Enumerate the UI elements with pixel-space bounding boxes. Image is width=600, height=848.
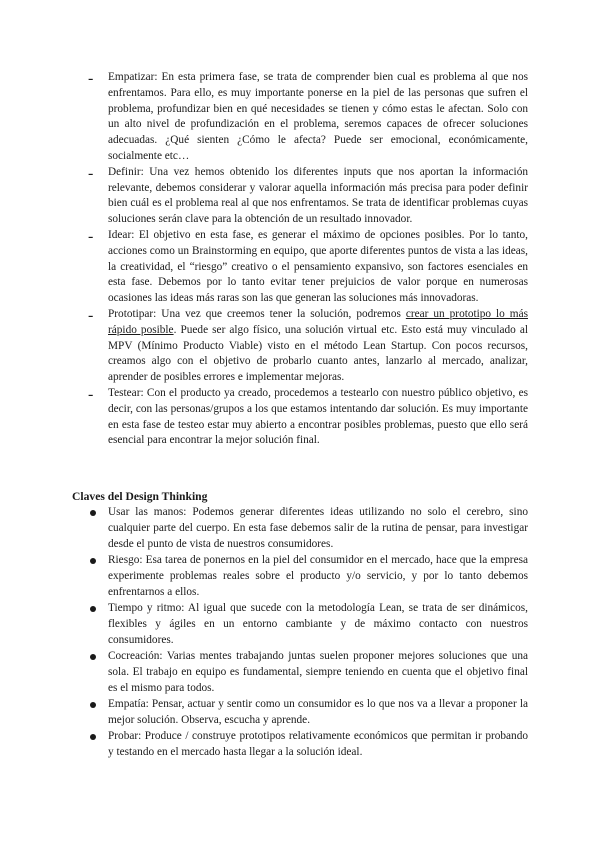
key-text: Probar: Produce / construye prototipos relativamente económicos que permitan ir probando y testando en el mercado hasta llegar a la solución ideal.: [108, 730, 528, 758]
bullet-icon: [90, 702, 96, 708]
phase-prototipar: [88, 307, 528, 386]
dash-marker: -: [88, 306, 94, 324]
phase-text: Empatizar: En esta primera fase, se trata de comprender bien cual es problema al que nos enfrentamos. Para ello, es muy importante ponerse en la piel de las personas que sufren el problema, profundizar bien en qué necesidades se tienen y cómo estas le afectan. Solo con un alto nivel de profundización en el problema, seremos capaces de ofrecer soluciones adecuadas. ¿Qué sienten ¿Cómo le afecta? Puede ser emocional, económicamente, socialmente etc…: [108, 71, 528, 162]
phase-text-before: Prototipar: Una vez que creemos tener la solución, podremos: [108, 307, 406, 320]
bullet-icon: [90, 654, 96, 660]
phase-text: Idear: El objetivo en esta fase, es generar el máximo de opciones posibles. Por lo tanto, acciones como un Brainstorming en equipo, que aporte diferentes puntos de vista a las ideas, la creatividad, el “riesgo” creativo o el pensamiento expansivo, son factores esenciales en esta fase. Debemos por lo tanto evitar tener prejuicios de valor porque en numerosas ocasiones las ideas más raras son las que generan las soluciones más innovadoras.: [108, 228, 528, 305]
key-cocreacion: [90, 649, 528, 696]
key-tiempo-y-ritmo: [90, 601, 528, 648]
key-text: Usar las manos: Podemos generar diferentes ideas utilizando no solo el cerebro, sino cualquier parte del cuerpo. En esta fase debemos salir de la rutina de pensar, para investigar desde el punto de vista de nuestros consumidores.: [108, 506, 528, 550]
phase-idear: [88, 228, 528, 307]
phase-text: Testear: Con el producto ya creado, procedemos a testearlo con nuestro público objetivo, es decir, con las personas/grupos a los que estamos intentando dar solución. Es muy importante en esta fase de testeo estar muy abierto a encontrar posibles problemas, puesto que ello será esencial para encontrar la mejor solución final.: [108, 386, 528, 447]
key-usar-las-manos: [90, 505, 528, 552]
phase-text: [108, 307, 528, 386]
key-text: Empatía: Pensar, actuar y sentir como un consumidor es lo que nos va a llevar a proponer la mejor solución. Observa, escucha y aprende.: [108, 697, 528, 726]
dash-marker: -: [88, 164, 94, 182]
dash-marker: -: [88, 385, 94, 403]
phase-empatizar: [88, 70, 528, 165]
bullet-icon: [90, 558, 96, 564]
bullet-icon: [90, 606, 96, 612]
keys-list: [90, 505, 528, 761]
dash-marker: -: [88, 227, 94, 245]
phase-text: Definir: Una vez hemos obtenido los diferentes inputs que nos aportan la información relevante, debemos considerar y valorar aquella información más precisa para poder definir bien cuál es el problema real al que nos enfrentamos. Se trata de identificar problemas cuyas soluciones serán clave para la obtención de un resultado innovador.: [108, 165, 528, 226]
key-probar: [90, 729, 528, 761]
key-text: Tiempo y ritmo: Al igual que sucede con la metodología Lean, se trata de ser dinámicos, flexibles y ágiles en un entorno cambiante y de máximo contacto con nuestros consumidores.: [108, 601, 528, 646]
phase-text-after: . Puede ser algo físico, una solución virtual etc. Esto está muy vinculado al MPV (Mínimo Producto Viable) visto en el método Lean Startup. Con pocos recursos, creamos algo con el objetivo de probarlo cuanto antes, lanzarlo al mercado, analizar, aprender de posibles errores e implementar mejoras.: [108, 323, 528, 384]
key-empatia: [90, 697, 528, 729]
key-text: Riesgo: Esa tarea de ponernos en la piel del consumidor en el mercado, hace que la empresa experimente problemas reales sobre el producto y/o servicio, y por lo tanto debemos enfrentarnos a ellos.: [108, 553, 528, 598]
key-riesgo: [90, 553, 528, 600]
phase-definir: [88, 165, 528, 228]
prototype-link[interactable]: crear un prototipo lo más rápido posible: [108, 307, 528, 336]
bullet-icon: [90, 510, 96, 516]
design-phases-list: [88, 70, 528, 449]
phase-testear: [88, 386, 528, 449]
dash-marker: -: [88, 70, 94, 87]
key-text: Cocreación: Varias mentes trabajando juntas suelen proponer mejores soluciones que una sola. El trabajo en equipo es fundamental, siempre teniendo en cuenta que el objetivo final es el mismo para todos.: [108, 649, 528, 694]
bullet-icon: [90, 734, 96, 740]
section-heading: Claves del Design Thinking: [72, 490, 208, 503]
